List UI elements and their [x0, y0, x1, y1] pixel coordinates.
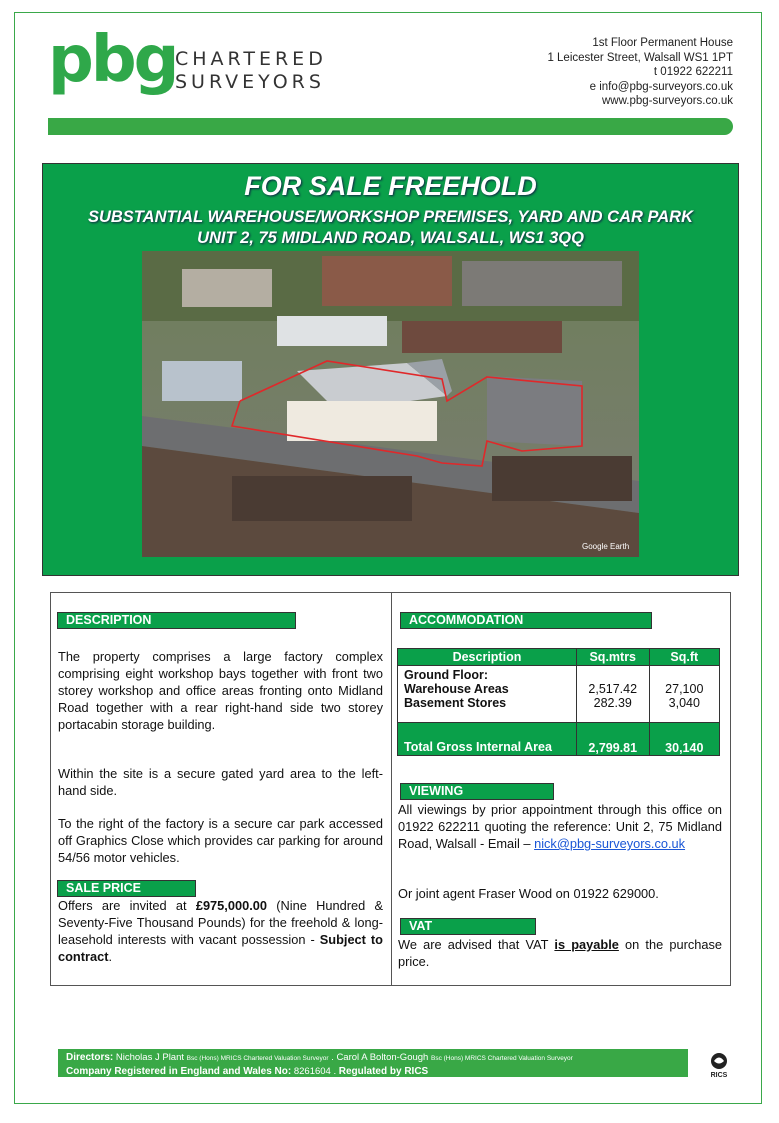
email-link[interactable]: nick@pbg-surveyors.co.uk [534, 836, 686, 851]
column-header: Sq.mtrs [576, 649, 649, 666]
photo-credit: Google Earth [582, 542, 630, 551]
description-paragraph-1: The property comprises a large factory complex comprising eight workshop bays together with front two storey workshop and office areas fronting onto Midland Road together with a rear right-hand side two storey portacabin storage building. [58, 649, 383, 732]
viewing-heading: VIEWING [400, 783, 554, 800]
aerial-photo [142, 251, 639, 557]
address-line: 1st Floor Permanent House [592, 37, 733, 49]
director-qualifications: Bsc (Hons) MRICS Chartered Valuation Surveyor [186, 1055, 329, 1062]
total-row [398, 723, 720, 756]
sale-price-details: (Nine Hundred & Seventy-Five Thousand Pounds) for the freehold & long-leasehold interests with vacant possession - [58, 898, 383, 947]
page-subtitle [43, 207, 738, 249]
company-line: Company Registered in England and Wales No: 8261604 . Regulated by RICS [66, 1066, 429, 1077]
row-sqm: 2,517.42 [576, 682, 649, 696]
address-line: 1 Leicester Street, Walsall WS1 1PT [547, 51, 733, 64]
rics-label: RICS [710, 1072, 728, 1079]
logo-sub-line2: SURVEYORS [175, 71, 325, 93]
directors-line: Directors: Nicholas J Plant Bsc (Hons) MRICS Chartered Valuation Surveyor . Carol A Bolton-Gough Bsc (Hons) MRICS Chartered Valuation Surveyor [66, 1052, 573, 1063]
viewing-instructions: All viewings by prior appointment through this office on 01922 622211 quoting the reference: Unit 2, 75 Midland Road, Walsall - Email – [398, 802, 722, 851]
subtitle-line-1: SUBSTANTIAL WAREHOUSE/WORKSHOP PREMISES, YARD AND CAR PARK [87, 208, 694, 226]
regulated-by: Regulated by RICS [338, 1066, 429, 1077]
email-line: e info@pbg-surveyors.co.uk [589, 80, 733, 93]
table-header-row [398, 649, 720, 666]
column-divider [391, 593, 392, 985]
director-name: Carol A Bolton-Gough [336, 1052, 429, 1063]
floor-label: Ground Floor: [398, 666, 577, 683]
row-sqft: 27,100 [649, 682, 719, 696]
table-row [398, 666, 720, 683]
vat-text [398, 936, 722, 970]
vat-intro: We are advised that VAT [398, 937, 555, 952]
total-sqft: 30,140 [649, 723, 719, 756]
directors-label: Directors: [66, 1052, 114, 1063]
sale-price-heading: SALE PRICE [57, 880, 196, 897]
sale-price-amount: £975,000.00 [195, 898, 267, 913]
vat-end: on the purchase price. [398, 937, 722, 969]
column-header: Description [398, 649, 577, 666]
director-name: Nicholas J Plant [115, 1052, 185, 1063]
logo-sub-line1: CHARTERED [175, 48, 327, 70]
rics-logo [706, 1052, 732, 1079]
footer-bar [58, 1049, 688, 1077]
company-logo: pbg [48, 23, 177, 97]
company-registration-label: Company Registered in England and Wales No: [66, 1066, 292, 1077]
director-qualifications: Bsc (Hons) MRICS Chartered Valuation Surveyor [430, 1055, 573, 1062]
description-paragraph-2: Within the site is a secure gated yard area to the left-hand side. [58, 766, 383, 798]
vat-heading: VAT [400, 918, 536, 935]
subject-to-contract: Subject to contract [58, 932, 383, 964]
vat-payable: is payable [554, 937, 619, 952]
row-sqft: 3,040 [649, 696, 719, 723]
description-paragraph-3: To the right of the factory is a secure car park accessed off Graphics Close which provides car parking for around 54/56 motor vehicles. [58, 816, 383, 865]
page-title: FOR SALE FREEHOLD [244, 171, 537, 201]
rics-emblem-icon [708, 1052, 730, 1070]
sale-price-end: . [108, 949, 113, 964]
sale-price-intro: Offers are invited at [58, 898, 196, 913]
logo-subtitle [175, 48, 327, 94]
total-label: Total Gross Internal Area [398, 723, 577, 756]
description-heading: DESCRIPTION [57, 612, 296, 629]
hero-panel [42, 163, 739, 576]
sale-price-text [58, 897, 383, 965]
table-row [398, 682, 720, 696]
joint-agent-text: Or joint agent Fraser Wood on 01922 629000. [398, 886, 659, 901]
column-header: Sq.ft [649, 649, 719, 666]
total-sqm: 2,799.81 [576, 723, 649, 756]
phone-line: t 01922 622211 [653, 66, 733, 78]
website-line: www.pbg-surveyors.co.uk [601, 95, 733, 107]
accommodation-table [397, 648, 720, 756]
accommodation-heading: ACCOMMODATION [400, 612, 652, 629]
table-row [398, 696, 720, 723]
row-label: Warehouse Areas [398, 682, 577, 696]
company-address [547, 36, 733, 109]
header-divider-bar [48, 118, 733, 135]
viewing-text [398, 801, 722, 852]
details-panel [50, 592, 731, 986]
row-label: Basement Stores [398, 696, 577, 723]
company-number: 8261604 [293, 1066, 331, 1077]
row-sqm: 282.39 [576, 696, 649, 723]
subtitle-line-2: UNIT 2, 75 MIDLAND ROAD, WALSALL, WS1 3QQ [197, 229, 584, 247]
